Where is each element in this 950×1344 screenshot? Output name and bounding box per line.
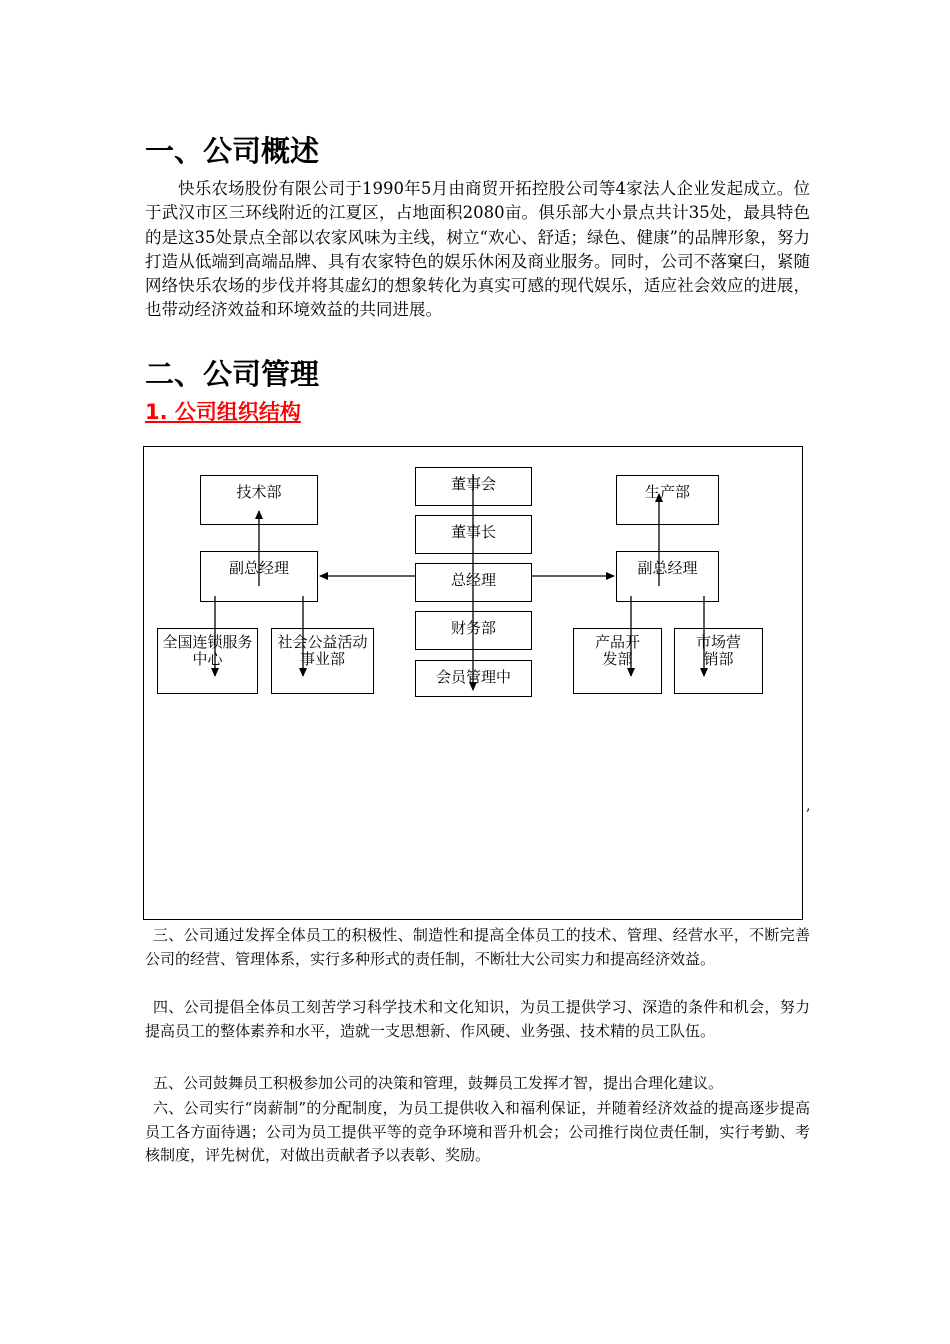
org-structure-subheading: 1. 公司组织结构 [145, 400, 301, 424]
production-dept-box: 生产部 [616, 475, 719, 525]
chairman-box: 董事长 [415, 515, 532, 554]
paragraph-5: 五、公司鼓舞员工积极参加公司的决策和管理，鼓舞员工发挥才智，提出合理化建议。 [153, 1074, 724, 1092]
paragraph-4: 四、公司提倡全体员工刻苦学习科学技术和文化知识，为员工提供学习、深造的条件和机会，努力提高员工的整体素养和水平，造就一支思想新、作风硬、业务强、技术精的员工队伍。 [145, 998, 810, 1040]
board-box: 董事会 [415, 467, 532, 506]
general-manager-box: 总经理 [415, 563, 532, 602]
marketing-box: 市场营销部 [674, 628, 763, 694]
tech-dept-box: 技术部 [200, 475, 318, 525]
product-dev-box: 产品开发部 [573, 628, 662, 694]
paragraph-6: 六、公司实行“岗薪制”的分配制度，为员工提供收入和福利保证，并随着经济效益的提高逐步提高员工各方面待遇；公司为员工提供平等的竞争环境和晋升机会；公司推行岗位责任制，实行考勤、考核制度，评先树优，对做出贡献者予以表彰、奖励。 [145, 1099, 810, 1164]
public-welfare-box: 社会公益活动事业部 [271, 628, 374, 694]
vice-gm-left-box: 副总经理 [200, 551, 318, 602]
membership-box: 会员管理中 [415, 660, 532, 697]
paragraph-3: 三、公司通过发挥全体员工的积极性、制造性和提高全体员工的技术、管理、经营水平，不断完善公司的经营、管理体系，实行多种形式的责任制，不断壮大公司实力和提高经济效益。 [145, 926, 810, 968]
stray-comma: , [806, 798, 811, 814]
section-2-heading: 二、公司管理 [145, 357, 320, 391]
vice-gm-right-box: 副总经理 [616, 551, 719, 602]
company-overview-paragraph: 快乐农场股份有限公司于1990年5月由商贸开拓控股公司等4家法人企业发起成立。位于武汉市区三环线附近的江夏区，占地面积2080亩。俱乐部大小景点共计35处，最具特色的是这35处景点全部以农家风味为主线，树立“欢心、舒适；绿色、健康”的品牌形象，努力打造从低端到高端品牌、具有农家特色的娱乐休闲及商业服务。同时，公司不落窠臼，紧随网络快乐农场的步伐并将其虚幻的想象转化为真实可感的现代娱乐，适应社会效应的进展，也带动经济效益和环境效益的共同进展。 [145, 179, 810, 320]
finance-box: 财务部 [415, 611, 532, 650]
chain-service-box: 全国连锁服务中心 [157, 628, 258, 694]
section-1-heading: 一、公司概述 [145, 134, 320, 168]
